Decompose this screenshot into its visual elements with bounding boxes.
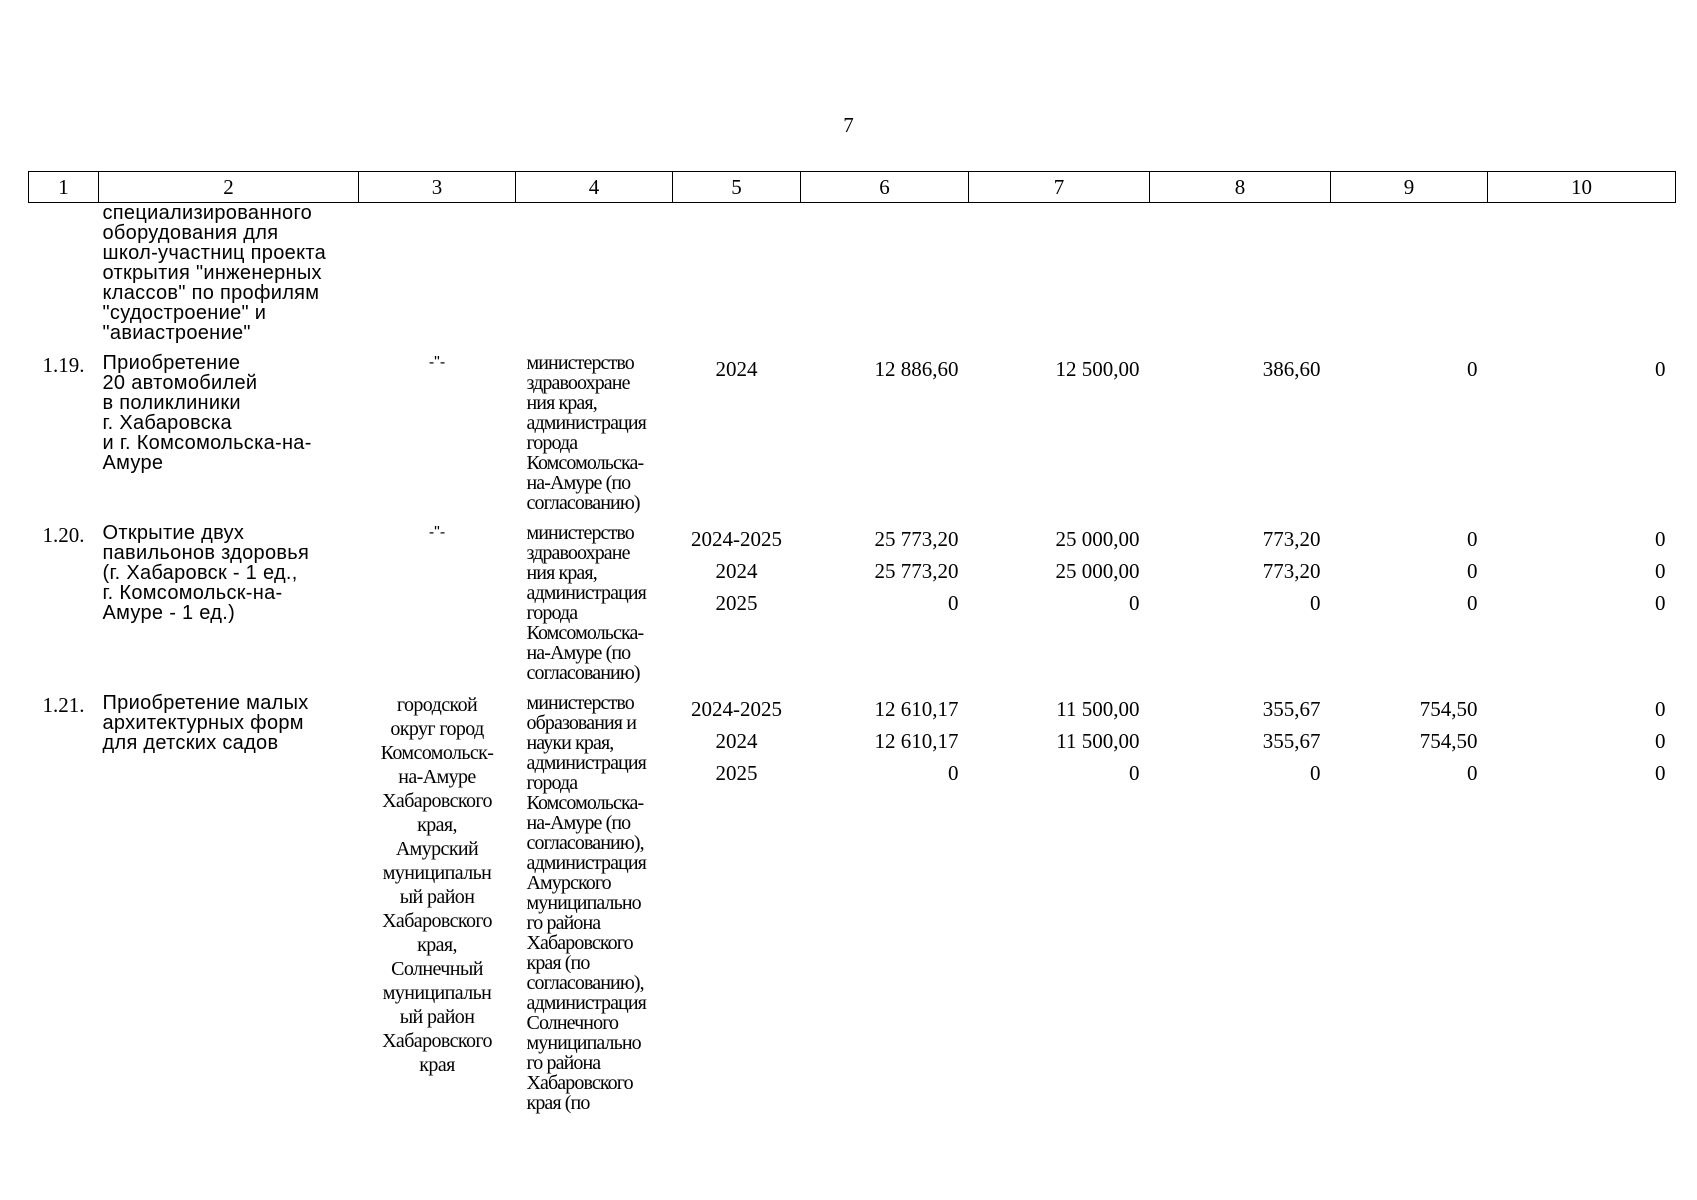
value-cell: 2024-2025	[691, 527, 782, 551]
responsible-line: города	[526, 602, 578, 624]
responsible-line: ния края,	[526, 392, 597, 414]
value-cell: 2024	[715, 729, 758, 753]
territory-line: округ город	[390, 718, 484, 740]
value-cell: 773,20	[1262, 527, 1321, 551]
territory-line: ый район	[399, 1006, 475, 1028]
name-line: 20 автомобилей	[102, 372, 258, 394]
name-line: Амуре - 1 ед.)	[102, 602, 236, 624]
territory-line: городской	[396, 694, 478, 716]
value-cell: 0	[1655, 527, 1666, 551]
measure-name	[99, 353, 359, 513]
name-line: г. Хабаровска	[102, 412, 232, 434]
responsible-line: администрация	[526, 412, 646, 434]
name-line: открытия "инженерных	[102, 262, 322, 284]
responsible-line: на-Амуре (по	[526, 812, 631, 834]
responsible-line: администрация	[526, 852, 646, 874]
territory-line: края,	[417, 814, 457, 836]
value-cell: 0	[1655, 559, 1666, 583]
value-cell: 2025	[715, 591, 758, 615]
column-header: 3	[359, 172, 516, 203]
amount-col7	[969, 353, 1150, 513]
responsible-line: Хабаровского	[526, 932, 633, 954]
value-cell: 25 773,20	[874, 559, 959, 583]
value-cell: 2024-2025	[691, 697, 782, 721]
row-number: 1.19.	[42, 353, 85, 377]
territory	[359, 693, 516, 1113]
value-cell: 0	[1129, 591, 1140, 615]
name-line: и г. Комсомольска-на-	[102, 432, 312, 454]
responsible-line: Комсомольска-	[526, 452, 644, 474]
territory-line: муниципальн	[382, 982, 492, 1004]
value-cell: 0	[948, 591, 959, 615]
value-cell: 12 610,17	[874, 697, 959, 721]
name-line: специализированного	[102, 202, 313, 224]
value-cell: 0	[1655, 697, 1666, 721]
value-cell: 0	[1310, 591, 1321, 615]
name-line: оборудования для	[102, 222, 279, 244]
value-cell: 0	[1467, 559, 1478, 583]
name-line: для детских садов	[102, 732, 279, 754]
responsible-line: на-Амуре (по	[526, 472, 631, 494]
responsible-line: Комсомольска-	[526, 622, 644, 644]
responsible-executor	[516, 523, 673, 683]
value-cell: 0	[1467, 761, 1478, 785]
amount-col8	[1150, 523, 1331, 683]
name-line: в поликлиники	[102, 392, 241, 414]
name-line: "судостроение" и	[102, 302, 267, 324]
value-cell: 0	[1129, 761, 1140, 785]
period-year	[673, 693, 801, 1113]
responsible-line: Хабаровского	[526, 1072, 633, 1094]
amount-total	[801, 523, 969, 683]
value-cell: 0	[1467, 527, 1478, 551]
territory-line: Солнечный	[391, 958, 483, 980]
amount-col10	[1488, 353, 1676, 513]
value-cell: 0	[1310, 761, 1321, 785]
value-cell: 2024	[715, 559, 758, 583]
amount-col8	[1150, 353, 1331, 513]
responsible-line: края (по	[526, 952, 590, 974]
measure-name	[99, 693, 359, 1113]
value-cell: 355,67	[1262, 729, 1321, 753]
name-line: Амуре	[102, 452, 164, 474]
territory	[359, 353, 516, 513]
amount-col7	[969, 693, 1150, 1113]
value-cell: 2025	[715, 761, 758, 785]
period-year	[673, 353, 801, 513]
amount-total	[801, 353, 969, 513]
name-line: "авиастроение"	[102, 322, 251, 344]
table-row	[29, 693, 1676, 1113]
responsible-line: министерство	[526, 692, 634, 714]
name-line: г. Комсомольск-на-	[102, 582, 283, 604]
responsible-line: согласованию),	[526, 832, 644, 854]
value-cell: 754,50	[1419, 729, 1478, 753]
territory-line: Хабаровского	[382, 910, 492, 932]
name-line: павильонов здоровья	[102, 542, 310, 564]
measure-name	[99, 203, 359, 344]
row-number: 1.21.	[42, 693, 85, 717]
value-cell: 0	[948, 761, 959, 785]
value-cell: 386,60	[1262, 357, 1321, 381]
value-cell: 754,50	[1419, 697, 1478, 721]
territory-line: ый район	[399, 886, 475, 908]
territory-line: края,	[417, 934, 457, 956]
value-cell: 0	[1655, 357, 1666, 381]
territory-line: края	[419, 1054, 455, 1076]
responsible-line: здравоохране	[526, 542, 630, 564]
table-row	[29, 523, 1676, 683]
responsible-line: администрация	[526, 582, 646, 604]
responsible-line: администрация	[526, 992, 646, 1014]
row-number: 1.20.	[42, 523, 85, 547]
value-cell: 12 610,17	[874, 729, 959, 753]
name-line: классов" по профилям	[102, 282, 320, 304]
column-header: 8	[1150, 172, 1331, 203]
column-header: 10	[1488, 172, 1676, 203]
column-header: 1	[29, 172, 99, 203]
value-cell: 0	[1467, 591, 1478, 615]
column-header: 7	[969, 172, 1150, 203]
name-line: (г. Хабаровск - 1 ед.,	[102, 562, 298, 584]
territory-line: Амурский	[395, 838, 479, 860]
responsible-line: администрация	[526, 752, 646, 774]
value-cell: 25 773,20	[874, 527, 959, 551]
value-cell: 355,67	[1262, 697, 1321, 721]
value-cell: 0	[1655, 591, 1666, 615]
value-cell: 25 000,00	[1055, 559, 1140, 583]
column-header: 5	[673, 172, 801, 203]
territory-line: Хабаровского	[382, 790, 492, 812]
value-cell: 0	[1655, 729, 1666, 753]
responsible-line: муниципально	[526, 1032, 641, 1054]
responsible-line: города	[526, 432, 578, 454]
name-line: Приобретение	[102, 352, 241, 374]
column-number-header	[29, 172, 1676, 203]
amount-total	[801, 693, 969, 1113]
value-cell: 25 000,00	[1055, 527, 1140, 551]
amount-col9	[1331, 693, 1488, 1113]
responsible-line: здравоохране	[526, 372, 630, 394]
value-cell: 2024	[715, 357, 758, 381]
amount-col7	[969, 523, 1150, 683]
responsible-line: согласованию)	[526, 492, 640, 514]
responsible-line: муниципально	[526, 892, 641, 914]
responsible-line: го района	[526, 912, 601, 934]
amount-col10	[1488, 523, 1676, 683]
period-year	[673, 523, 801, 683]
responsible-executor	[516, 693, 673, 1113]
column-header: 2	[99, 172, 359, 203]
responsible-line: министерство	[526, 522, 634, 544]
responsible-line: ния края,	[526, 562, 597, 584]
column-header: 9	[1331, 172, 1488, 203]
name-line: Приобретение малых	[102, 692, 309, 714]
responsible-executor	[516, 353, 673, 513]
name-line: Открытие двух	[102, 522, 245, 544]
territory-line: на-Амуре	[398, 766, 476, 788]
value-cell: 12 886,60	[874, 357, 959, 381]
amount-col9	[1331, 523, 1488, 683]
territory-line: -"-	[428, 354, 446, 371]
value-cell: 0	[1655, 761, 1666, 785]
column-header: 6	[801, 172, 969, 203]
territory-line: Хабаровского	[382, 1030, 492, 1052]
territory	[359, 523, 516, 683]
value-cell: 773,20	[1262, 559, 1321, 583]
budget-table	[28, 171, 1676, 1113]
name-line: школ-участниц проекта	[102, 242, 326, 264]
name-line: архитектурных форм	[102, 712, 304, 734]
amount-col9	[1331, 353, 1488, 513]
table-row	[29, 353, 1676, 513]
responsible-line: образования и	[526, 712, 637, 734]
column-header: 4	[516, 172, 673, 203]
responsible-line: министерство	[526, 352, 634, 374]
value-cell: 12 500,00	[1055, 357, 1140, 381]
carryover-row	[29, 203, 1676, 344]
responsible-line: Амурского	[526, 872, 611, 894]
responsible-line: согласованию),	[526, 972, 644, 994]
responsible-line: го района	[526, 1052, 601, 1074]
responsible-line: Комсомольска-	[526, 792, 644, 814]
responsible-line: на-Амуре (по	[526, 642, 631, 664]
value-cell: 0	[1467, 357, 1478, 381]
responsible-line: края (по	[526, 1092, 590, 1114]
measure-name	[99, 523, 359, 683]
territory-line: Комсомольск-	[380, 742, 494, 764]
value-cell: 11 500,00	[1056, 729, 1140, 753]
responsible-line: города	[526, 772, 578, 794]
page-number: 7	[843, 113, 854, 137]
amount-col8	[1150, 693, 1331, 1113]
territory-line: муниципальн	[382, 862, 492, 884]
amount-col10	[1488, 693, 1676, 1113]
territory-line: -"-	[428, 524, 446, 541]
value-cell: 11 500,00	[1056, 697, 1140, 721]
responsible-line: науки края,	[526, 732, 614, 754]
responsible-line: Солнечного	[526, 1012, 619, 1034]
responsible-line: согласованию)	[526, 662, 640, 684]
